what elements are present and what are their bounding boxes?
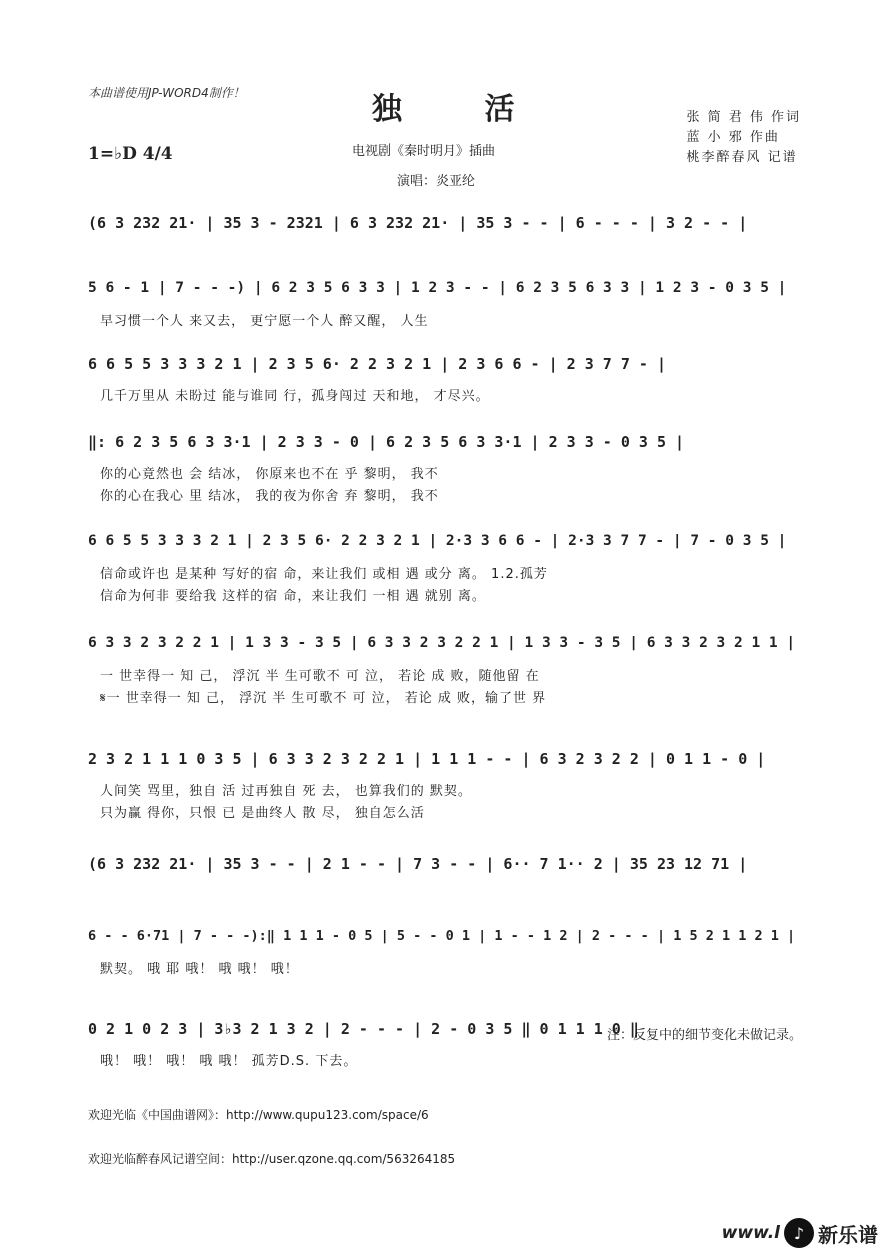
notes-row: 6 - - 6·71 | 7 - - -):‖ 1 1 1 - 0 5 | 5 - - 0 1 | 1 - - 1 2 | 2 - - - | 1 5 2 1 1 2 1 | (88, 928, 796, 944)
notes-row: ‖: 6 2 3 5 6 3 3·1 | 2 3 3 - 0 | 6 2 3 5 6 3 3·1 | 2 3 3 - 0 3 5 | (88, 433, 685, 451)
lyrics-line: 你的心竟然也 会 结冰， 你原来也不在 乎 黎明， 我不 (100, 467, 439, 482)
watermark-name: 新乐谱 (818, 1222, 878, 1247)
lyrics-line: 只为赢 得你，只恨 已 是曲终人 散 尽， 独自怎么活 (100, 806, 425, 821)
watermark (722, 1216, 878, 1250)
footer-link-2[interactable]: 欢迎光临醉春风记谱空间：http://user.qzone.qq.com/563264185 (88, 1152, 456, 1166)
lyrics-line: 一 世幸得一 知 己， 浮沉 半 生可歌不 可 泣， 若论 成 败，随他留 在 (100, 669, 540, 684)
notes-row: 6 3 3 2 3 2 2 1 | 1 3 3 - 3 5 | 6 3 3 2 3 2 2 1 | 1 3 3 - 3 5 | 6 3 3 2 3 2 1 1 | (88, 635, 796, 651)
credits (686, 108, 801, 168)
notes-row: 6 6 5 5 3 3 3 2 1 | 2 3 5 6· 2 2 3 2 1 | 2 3 6 6 - | 2 3 7 7 - | (88, 355, 666, 373)
lyrics-line: 𝄋一 世幸得一 知 己， 浮沉 半 生可歌不 可 泣， 若论 成 败，输了世 界 (100, 691, 547, 706)
notes-row: 5 6 - 1 | 7 - - -) | 6 2 3 5 6 3 3 | 1 2 3 - - | 6 2 3 5 6 3 3 | 1 2 3 - 0 3 5 | (88, 280, 787, 296)
credit-composer: 蓝 小 邪 作曲 (686, 130, 780, 145)
watermark-url: www.l (721, 1223, 780, 1243)
song-subtitle: 电视剧《秦时明月》插曲 (352, 144, 496, 159)
lyrics-line: 信命为何非 要给我 这样的宿 命，来让我们 一相 遇 就别 离。 (100, 589, 486, 604)
lyrics-line: 信命或许也 是某种 写好的宿 命，来让我们 或相 遇 或分 离。 1.2.孤芳 (100, 567, 548, 582)
software-note: 本曲谱使用JP-WORD4制作！ (88, 86, 245, 100)
footer-link-1[interactable]: 欢迎光临《中国曲谱网》：http://www.qupu123.com/space/6 (88, 1108, 429, 1122)
notes-row: (6 3 232 21· | 35 3 - 2321 | 6 3 232 21· | 35 3 - - | 6 - - - | 3 2 - - | (88, 214, 748, 232)
remark-note: 注：反复中的细节变化未做记录。 (606, 1028, 802, 1043)
lyrics-line: 几千万里从 未盼过 能与谁同 行，孤身闯过 天和地， 才尽兴。 (100, 389, 490, 404)
notes-row: 6 6 5 5 3 3 3 2 1 | 2 3 5 6· 2 2 3 2 1 | 2·3 3 6 6 - | 2·3 3 7 7 - | 7 - 0 3 5 | (88, 533, 787, 549)
lyrics-line: 人间笑 骂里，独自 活 过再独自 死 去， 也算我们的 默契。 (100, 784, 472, 799)
credit-lyricist: 张 简 君 伟 作词 (686, 110, 801, 125)
notes-row: (6 3 232 21· | 35 3 - - | 2 1 - - | 7 3 - - | 6·· 7 1·· 2 | 35 23 12 71 | (88, 855, 748, 873)
lyrics-line: 早习惯一个人 来又去， 更宁愿一个人 醉又醒， 人生 (100, 314, 429, 329)
credit-transcriber: 桃李醉春风 记谱 (686, 150, 798, 165)
song-title: 独 活 (372, 92, 551, 127)
key-signature: 1=♭D 4/4 (88, 144, 173, 164)
singer: 演唱：炎亚纶 (397, 174, 476, 189)
lyrics-line: 你的心在我心 里 结冰， 我的夜为你舍 弃 黎明， 我不 (100, 489, 439, 504)
lyrics-line: 哦！ 哦！ 哦！ 哦 哦！ 孤芳D.S. 下去。 (100, 1054, 358, 1069)
notes-row: 2 3 2 1 1 1 0 3 5 | 6 3 3 2 3 2 2 1 | 1 1 1 - - | 6 3 2 3 2 2 | 0 1 1 - 0 | (88, 750, 766, 768)
notes-row: 0 2 1 0 2 3 | 3♭3 2 1 3 2 | 2 - - - | 2 - 0 3 5 ‖ 0 1 1 1 0 ‖ (88, 1020, 639, 1038)
music-disc-icon: ♪ (784, 1218, 814, 1248)
lyrics-line: 默契。 哦 耶 哦！ 哦 哦！ 哦！ (100, 962, 299, 977)
